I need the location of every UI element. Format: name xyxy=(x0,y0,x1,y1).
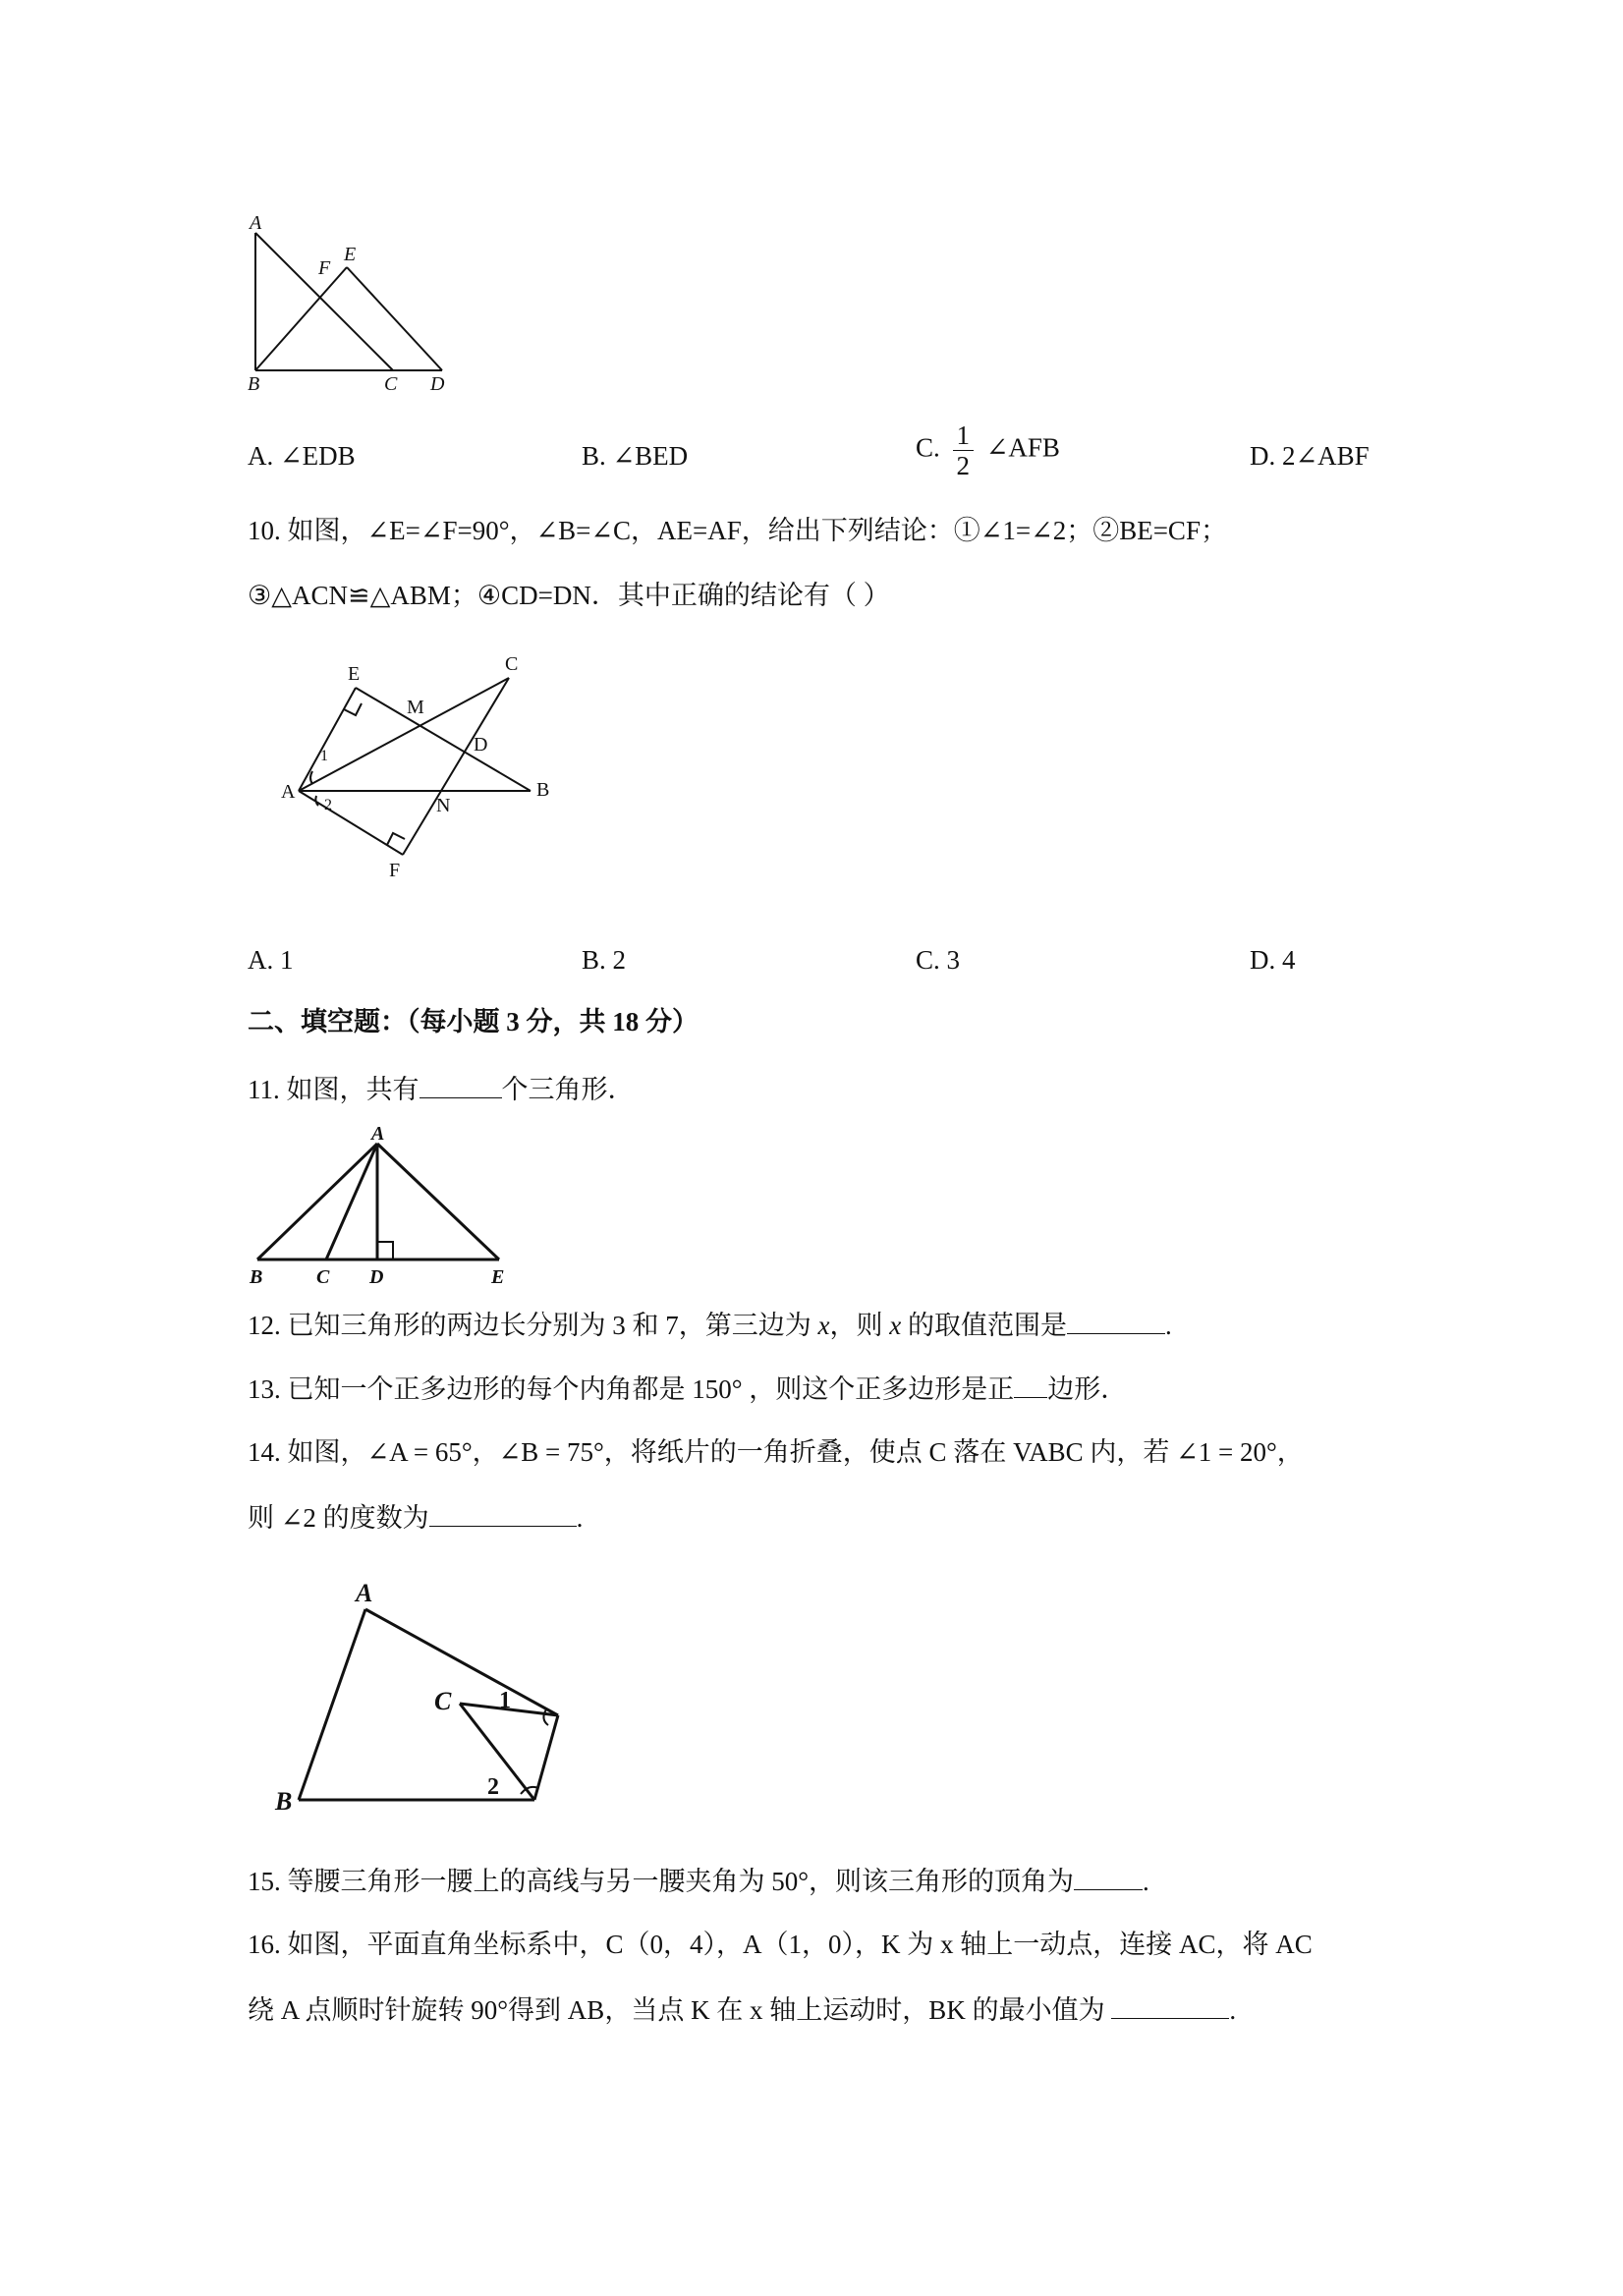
q10-label-d: D xyxy=(474,734,488,756)
q9-option-c-prefix: C. xyxy=(916,432,940,463)
q11-label-e: E xyxy=(491,1266,505,1288)
q9-label-b: B xyxy=(248,373,260,395)
q10-line1: 10. 如图，∠E=∠F=90°，∠B=∠C，AE=AF，给出下列结论：①∠1=∠2；②BE=CF； xyxy=(248,516,1227,545)
q12-text-part3: 的取值范围是 xyxy=(901,1311,1067,1340)
q14-answer-blank[interactable] xyxy=(429,1500,577,1527)
q14-figure xyxy=(267,1572,591,1818)
q11-segment-ab xyxy=(257,1144,377,1260)
q15-text-before: 15. 等腰三角形一腰上的高线与另一腰夹角为 50°，则该三角形的顶角为 xyxy=(248,1867,1075,1896)
q15-answer-blank[interactable] xyxy=(1074,1864,1143,1890)
q9-option-b: B. ∠BED xyxy=(582,441,689,471)
q9-option-c-denominator: 2 xyxy=(956,451,971,480)
q10-label-angle1: 1 xyxy=(320,748,328,764)
q10-angle1-arc xyxy=(310,771,312,784)
q14-label-b: B xyxy=(275,1787,293,1816)
q10-label-m: M xyxy=(407,697,424,718)
q9-label-f: F xyxy=(318,257,331,279)
q12-var-x2: x xyxy=(889,1311,902,1340)
q10-label-c: C xyxy=(505,653,519,675)
q12-text-part2: ，则 xyxy=(829,1311,890,1340)
q14-angle1-arc xyxy=(543,1709,548,1725)
q10-segment-af xyxy=(299,791,403,855)
q10-option-d: D. 4 xyxy=(1250,945,1296,975)
q11-figure xyxy=(248,1122,523,1289)
q11-label-d: D xyxy=(369,1266,384,1288)
q11-segment-ac xyxy=(326,1144,377,1260)
q14-line2-after: . xyxy=(576,1503,584,1533)
q9-label-a: A xyxy=(250,212,262,234)
q10-option-a: A. 1 xyxy=(248,945,294,975)
q11-label-b: B xyxy=(250,1266,263,1288)
q14-segment-a-to-fold xyxy=(365,1609,558,1715)
q14-segment-ab xyxy=(299,1609,365,1800)
q9-segment-ed xyxy=(347,267,442,370)
q13-answer-blank[interactable] xyxy=(1014,1372,1047,1398)
q10-figure xyxy=(277,648,572,884)
q11-segment-ae xyxy=(377,1144,499,1260)
q15-text xyxy=(248,1864,1149,1898)
section-heading-points: 3 xyxy=(506,1007,520,1036)
q12-var-x1: x xyxy=(817,1311,830,1340)
q10-label-angle2: 2 xyxy=(324,797,332,813)
q10-label-a: A xyxy=(281,781,296,803)
q10-label-f: F xyxy=(389,860,401,881)
section-heading-total: 18 xyxy=(612,1007,640,1036)
q15-text-after: . xyxy=(1143,1867,1149,1896)
q10-segment-eb xyxy=(356,688,531,791)
q14-label-c: C xyxy=(434,1687,452,1715)
section-heading-prefix: 二、填空题：（每小题 xyxy=(248,1007,507,1036)
q11-label-a: A xyxy=(371,1123,385,1145)
q13-text-before: 13. 已知一个正多边形的每个内角都是 150° ，则这个正多边形是正 xyxy=(248,1374,1015,1404)
q16-line2-before: 绕 A 点顺时针旋转 90°得到 AB，当点 K 在 x 轴上运动时，BK 的最小值为 xyxy=(248,1995,1112,2025)
q9-segment-ac xyxy=(255,233,393,370)
q13-text xyxy=(248,1372,1127,1406)
q9-segment-be xyxy=(255,267,347,370)
q11-right-angle-d xyxy=(377,1242,393,1260)
q10-option-c: C. 3 xyxy=(916,945,961,975)
q16-answer-blank[interactable] xyxy=(1111,1992,1229,2019)
q10-right-angle-f xyxy=(387,833,405,845)
q11-text-after: 个三角形． xyxy=(501,1075,635,1104)
q9-label-e: E xyxy=(344,244,357,265)
q16-line1: 16. 如图，平面直角坐标系中，C（0，4），A（1，0），K 为 x 轴上一动点，连接 AC，将 AC xyxy=(248,1930,1313,1959)
q9-figure xyxy=(244,211,460,398)
q12-text xyxy=(248,1308,1172,1342)
q9-option-c-numerator: 1 xyxy=(953,420,975,451)
q14-line2 xyxy=(248,1500,583,1535)
q13-text-after: 边形． xyxy=(1047,1374,1128,1404)
q11-answer-blank[interactable] xyxy=(420,1072,502,1098)
q14-label-angle1: 1 xyxy=(499,1688,511,1713)
q9-option-a: A. ∠EDB xyxy=(248,441,356,471)
q9-option-c-suffix: ∠AFB xyxy=(985,432,1060,463)
q11-label-c: C xyxy=(316,1266,330,1288)
q16-line2 xyxy=(248,1992,1236,2027)
q12-answer-blank[interactable] xyxy=(1067,1308,1165,1334)
section-fill-in-heading xyxy=(248,1005,699,1038)
q12-text-end: . xyxy=(1164,1311,1172,1340)
q10-label-n: N xyxy=(436,795,451,816)
q10-label-b: B xyxy=(536,779,550,801)
q14-label-a: A xyxy=(356,1579,373,1607)
q9-option-c-fraction xyxy=(953,420,975,480)
q14-line1: 14. 如图，∠A = 65°，∠B = 75°，将纸片的一角折叠，使点 C 落在 VABC 内，若 ∠1 = 20°， xyxy=(248,1437,1304,1467)
q9-option-c xyxy=(916,420,1060,480)
q14-label-angle2: 2 xyxy=(487,1774,499,1800)
q9-label-d: D xyxy=(430,373,445,395)
q9-label-c: C xyxy=(384,373,398,395)
q10-angle2-arc xyxy=(315,796,318,806)
q10-option-b: B. 2 xyxy=(582,945,627,975)
q16-line2-after: . xyxy=(1229,1995,1237,2025)
q10-label-e: E xyxy=(348,663,361,685)
section-heading-suffix: 分） xyxy=(639,1007,699,1036)
q14-line2-before: 则 ∠2 的度数为 xyxy=(248,1503,429,1533)
q11-text xyxy=(248,1072,635,1106)
q10-line2: ③△ACN≌△ABM；④CD=DN．其中正确的结论有（ ） xyxy=(248,581,890,610)
q9-option-d: D. 2∠ABF xyxy=(1250,441,1370,471)
q12-text-part1: 12. 已知三角形的两边长分别为 3 和 7，第三边为 xyxy=(248,1311,818,1340)
q11-text-before: 11. 如图，共有 xyxy=(248,1075,420,1104)
section-heading-mid: 分，共 xyxy=(519,1007,613,1036)
